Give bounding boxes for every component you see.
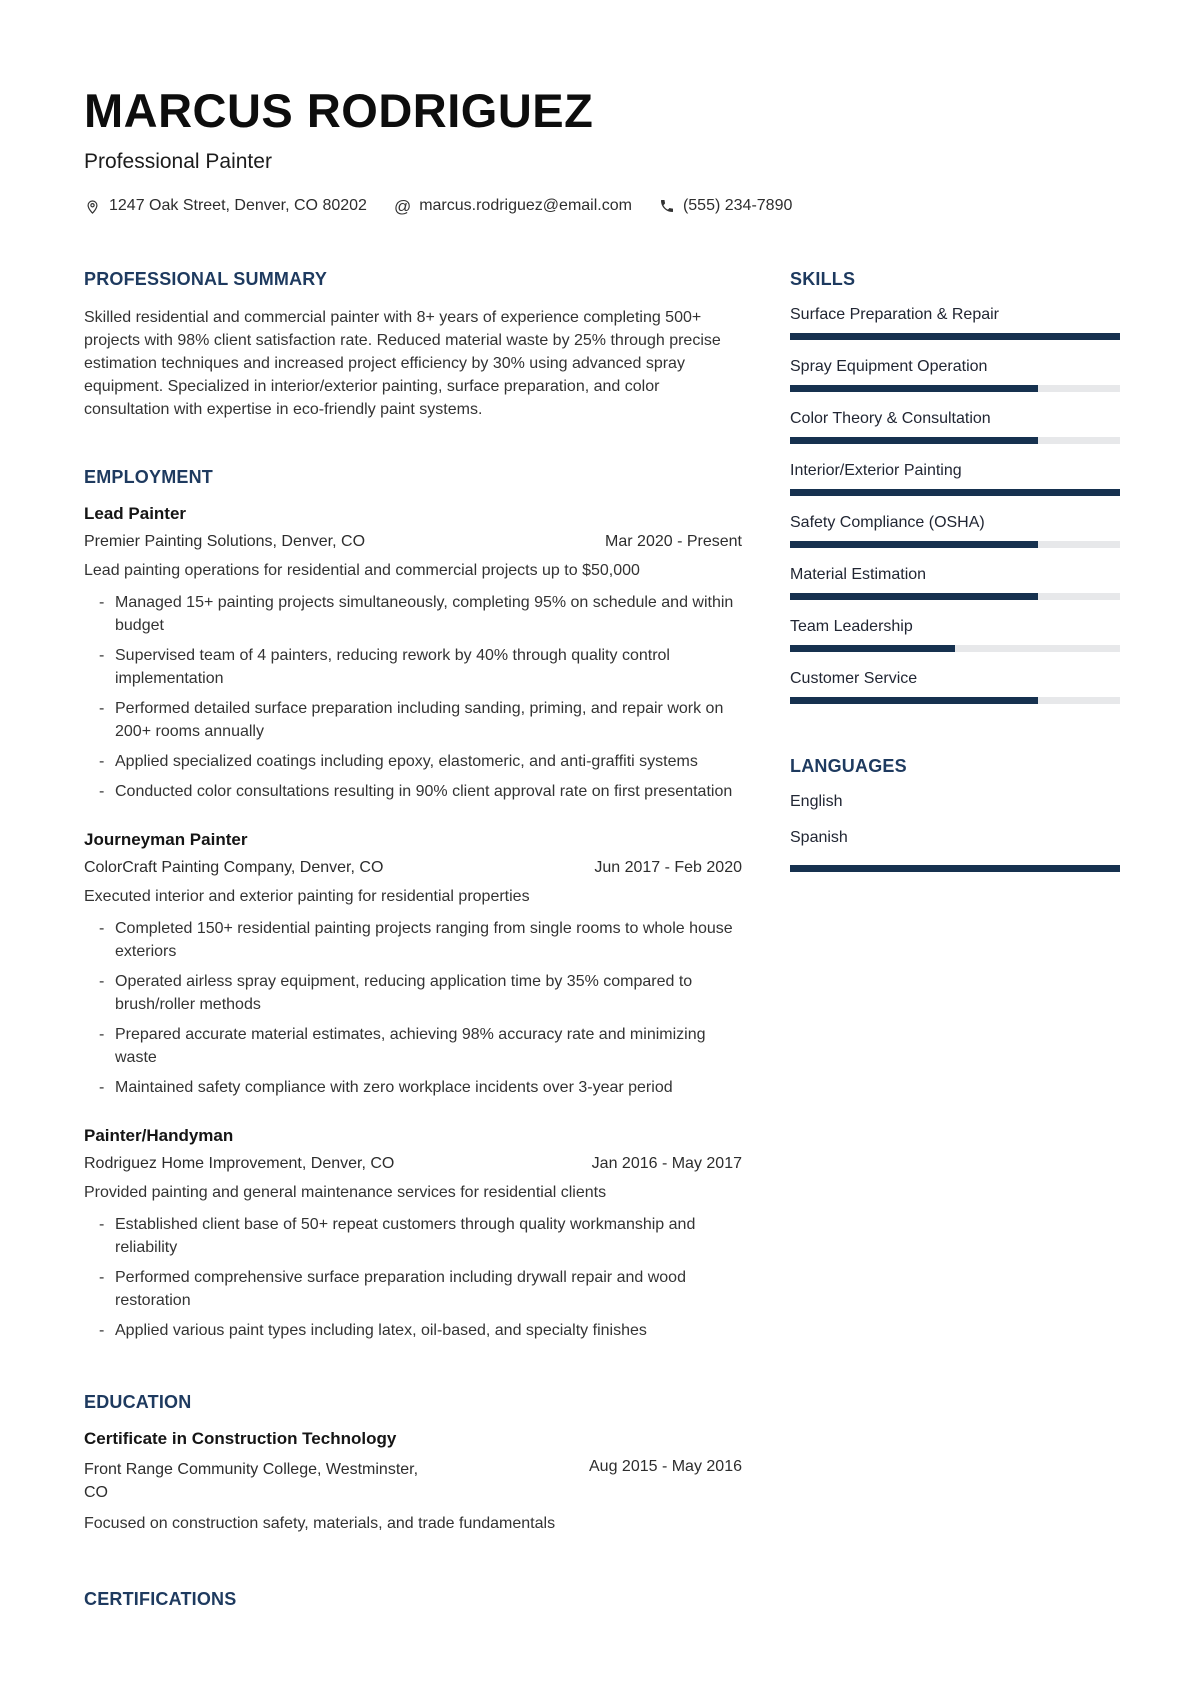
skill-bar-fill [790,593,1038,600]
skill-bar-fill [790,385,1038,392]
job-bullet: - Operated airless spray equipment, reducing application time by 35% compared to brush/roller methods [84,970,742,1016]
skill-name: Material Estimation [790,566,927,584]
contact-row [84,197,1120,215]
skill-item [790,306,1120,340]
languages-container [790,793,1120,847]
section-skills [790,269,1120,704]
skill-item [790,410,1120,444]
job-company-row [84,533,742,551]
education-row [84,1458,742,1504]
job-bullet: - Performed detailed surface preparation including sanding, priming, and repair work on 200+ rooms annually [84,697,742,743]
job-title: Lead Painter [84,504,187,524]
contact-text: marcus.rodriguez@email.com [419,197,632,215]
main-column [84,269,742,1626]
section-languages [790,756,1120,872]
languages-end-bar [790,865,1120,872]
contact-item [84,197,367,215]
skill-bar-track [790,541,1120,548]
skill-bar-track [790,489,1120,496]
candidate-title: Professional Painter [84,150,272,174]
job-bullet: - Established client base of 50+ repeat customers through quality workmanship and reliability [84,1213,742,1259]
skill-bar-fill [790,697,1038,704]
job-bullet: - Completed 150+ residential painting projects ranging from single rooms to whole house exteriors [84,917,742,963]
skill-bar-fill [790,437,1038,444]
skill-bar-track [790,437,1120,444]
skill-name: Surface Preparation & Repair [790,306,999,324]
section-certifications [84,1589,742,1610]
skill-bar-track [790,593,1120,600]
contact-text: (555) 234-7890 [682,197,793,215]
skill-bar-track [790,333,1120,340]
skill-name: Safety Compliance (OSHA) [790,514,985,532]
resume-header [84,86,1120,215]
skill-bar-fill [790,333,1120,340]
at-sign-icon: @ [393,196,412,216]
job-bullets [84,917,742,1099]
job-dates: Mar 2020 - Present [605,533,742,551]
education-dates: Aug 2015 - May 2016 [589,1458,742,1476]
job-company: Premier Painting Solutions, Denver, CO [84,533,366,551]
job-description: Executed interior and exterior painting for residential properties [84,888,530,906]
content-columns [84,269,1120,1626]
sidebar-column [790,269,1120,1626]
language-item: Spanish [790,829,848,847]
job-bullet: - Managed 15+ painting projects simultaneously, completing 95% on schedule and within budget [84,591,742,637]
phone-icon [659,198,675,214]
job-bullets [84,1213,742,1342]
job-bullet: - Conducted color consultations resulting in 90% client approval rate on first presentation [84,780,742,803]
job-dates: Jan 2016 - May 2017 [591,1155,742,1173]
skill-item [790,358,1120,392]
skill-name: Team Leadership [790,618,913,636]
skill-name: Color Theory & Consultation [790,410,991,428]
job-company: ColorCraft Painting Company, Denver, CO [84,859,384,877]
job-company-row [84,1155,742,1173]
education-heading: EDUCATION [84,1392,192,1413]
certifications-heading: CERTIFICATIONS [84,1589,237,1610]
jobs-container [84,504,742,1342]
job-entry [84,830,742,1099]
school-name: Front Range Community College, Westminster, CO [84,1461,419,1502]
job-bullet: - Performed comprehensive surface preparation including drywall repair and wood restoration [84,1266,742,1312]
job-bullet: - Applied various paint types including latex, oil-based, and specialty finishes [84,1319,742,1342]
skill-name: Customer Service [790,670,918,688]
skill-item [790,514,1120,548]
summary-heading: PROFESSIONAL SUMMARY [84,269,328,290]
job-bullet: - Maintained safety compliance with zero workplace incidents over 3-year period [84,1076,742,1099]
contact-item [659,197,792,215]
section-employment [84,467,742,1342]
skill-bar-fill [790,489,1120,496]
language-item: English [790,793,843,811]
skill-item [790,618,1120,652]
job-description: Provided painting and general maintenance services for residential clients [84,1184,607,1202]
job-dates: Jun 2017 - Feb 2020 [594,859,742,877]
skill-item [790,670,1120,704]
job-description: Lead painting operations for residential and commercial projects up to $50,000 [84,562,640,580]
skills-container [790,306,1120,704]
candidate-name: MARCUS RODRIGUEZ [84,84,594,137]
map-pin-icon [84,198,101,215]
education-description: Focused on construction safety, materials, and trade fundamentals [84,1515,556,1533]
job-company-row [84,859,742,877]
job-entry [84,1126,742,1342]
job-title: Painter/Handyman [84,1126,234,1146]
job-title: Journeyman Painter [84,830,248,850]
skill-bar-track [790,385,1120,392]
employment-heading: EMPLOYMENT [84,467,214,488]
skill-name: Spray Equipment Operation [790,358,988,376]
summary-text: Skilled residential and commercial painter with 8+ years of experience completing 500+ projects with 98% client satisfaction rate. Reduced material waste by 25% through precise estimation techniques and increased project efficiency by 30% using advanced spray equipment. Specialized in interior/exterior painting, surface preparation, and color consultation with expertise in eco-friendly paint systems. [84,309,721,419]
skill-item [790,566,1120,600]
job-company: Rodriguez Home Improvement, Denver, CO [84,1155,395,1173]
section-education [84,1392,742,1535]
skill-bar-track [790,697,1120,704]
contact-item [394,197,632,215]
job-bullet: - Applied specialized coatings including epoxy, elastomeric, and anti-graffiti systems [84,750,742,773]
section-professional-summary [84,269,742,421]
skill-bar-fill [790,541,1038,548]
job-bullets [84,591,742,803]
languages-heading: LANGUAGES [790,756,907,777]
skills-heading: SKILLS [790,269,856,290]
job-bullet: - Supervised team of 4 painters, reducing rework by 40% through quality control implementation [84,644,742,690]
skill-item [790,462,1120,496]
degree-title: Certificate in Construction Technology [84,1429,397,1449]
skill-bar-fill [790,645,955,652]
job-bullet: - Prepared accurate material estimates, achieving 98% accuracy rate and minimizing waste [84,1023,742,1069]
skill-name: Interior/Exterior Painting [790,462,962,480]
skill-bar-track [790,645,1120,652]
contact-text: 1247 Oak Street, Denver, CO 80202 [109,197,367,215]
job-entry [84,504,742,803]
